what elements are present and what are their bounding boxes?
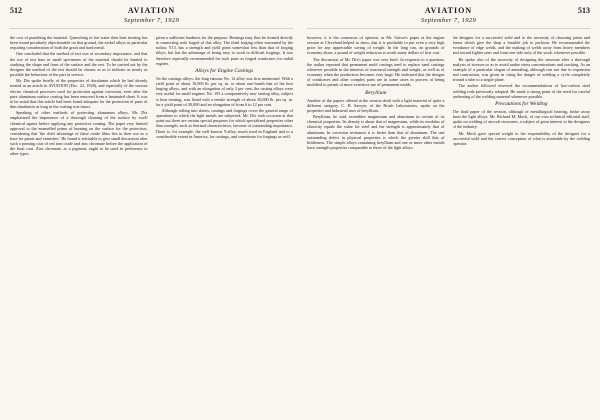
left-column-1: [10, 35, 148, 412]
right-running-head: [307, 6, 590, 29]
paragraph: One concluded that the method of test was of secondary importance, and that the use of test bars or small specimens of the material should be limited to studying the shape and form of the surface and the rest. To be carried out by the designer the method of the test should be chosen so as to indicate as nearly as possible the behaviour of the part in service.: [10, 51, 148, 78]
paragraph: The author followed reserved the recommendations of low-carbon steel welding rods previously adopted. He made a strong point of the need for careful preheating of the welding material whenever possible.: [452, 83, 590, 99]
right-masthead: [319, 6, 578, 26]
paragraph: He spoke also of the necessity of designing the structure after a thorough analysis of stresses so as to avoid undue stress concentrations and cracking. As an example of a particular slogan of annealing, although one not due to expansion and contraction, was given in citing the danger of welding a cycle completely around a tube to a single plane.: [452, 56, 590, 83]
paragraph: Speaking of other methods of protecting aluminum alloys, Mr. Dix emphasized the importance of a thorough cleaning of the surface by swell chemical agents before applying any protective coating. The paper very limited approval to the enamelled prime of burning on the surface for the protection, considering that 'the chief advantage of these oxide films lies in their use as a base for paints and varnishes.' He found it advisable to give small discussion after such a priming coat of red iron oxide and zinc chromate before the application of the final coat. Zinc chromate, as a pigment, ought to be used in preference to other types.: [10, 110, 148, 157]
right-page: [307, 6, 590, 412]
right-column-2: [453, 35, 591, 412]
paragraph: The discussion of Mr. Dix's paper was very brief. In response to a question, the author reported that permanent mold castings tend to replace sand castings wherever possible in the interests of structural strength and weight, as well as of economy when the production becomes very large. He indicated that the designs of crankcases and other complex parts are in some cases in process of being modified to permit of more extensive use of permanent molds.: [307, 56, 445, 88]
paragraph: however, it is the consensus of opinion, as Mr. Geisse's paper at the engine session at Cleveland helped to show, that it is profitable to put even a very high price for any appreciable saving of weight. In the long run, on grounds of economy alone, a pound of weight reduction is worth many dollars of first cost.: [307, 35, 445, 56]
section-heading-engine-castings: Alloys for Engine Castings: [195, 67, 254, 74]
right-page-number: 513: [578, 6, 590, 15]
left-page: [10, 6, 293, 412]
left-running-head: [10, 6, 293, 29]
left-issue-date: September 7, 1929: [123, 17, 180, 24]
section-heading-welding: Precautions for Welding: [495, 100, 548, 107]
paragraph: Although rolling into sheets, castings and forgings cover the general range of operations to which the light metals are subjected, Mr. Dix took occasion at that point out there are certain special purposes for which specialized properties other than strength, such as thermal characteristics, become of outstanding importance. There is, for example, the well-known Y-alloy, much used in England and to a considerable extent in America, for castings, and sometimes for forgings as well.: [155, 107, 293, 139]
paragraph: the cost of punishing the material. Quenching in hot water then heat treating has been found peculiarly objectionable on that ground, the nickel alloys in particular requiring consideration of both the grain and hard metal.: [10, 35, 148, 51]
paragraph: given a sufficient hardness for the purpose. Bearings may thus be formed directly in connecting rods forged of this alloy. The third forging often warranted by the author, Y13, has a strength and yield point somewhat less than that of forging alloys, but has the advantage of being easy to work in difficult forgings. It was therefore especially recommended for such parts as forged crankcases for radial engines.: [155, 35, 293, 66]
paragraph: The final paper of the session, although of metallurgical bearing, broke away from the light alloys. Mr. Richard M. Mock, of our own technical editorial staff, spoke on welding of aircraft structures, a subject of great interest to the designers of the industry.: [452, 108, 590, 130]
paragraph: On the castings alloys, the long famous No. 12 alloy was first mentioned. With a yield point of about 10,000 lb. per sq. in. or about one-fourth that of the best forging alloys, and with an elongation of only 2 per cent, the casting alloys were very useful for small engines. No. 195 a comparatively new casting alloy, subject to heat treating, was listed with a tensile strength of about 30,000 lb. per sq. in. for a yield point of 20,000 and an elongation of from 6 to 12 per cent.: [155, 75, 293, 107]
left-page-number: 512: [10, 6, 22, 15]
section-heading-beryllium: Beryllium: [365, 89, 387, 96]
paragraph: the designer for a successful weld and to the necessity of choosing joints and forms which give the shop a feasible job to perform. He recommended the avoidance of edge welds, and the making of welds away from heavy members and toward lighter ones and from one side only of the work, whenever possible.: [452, 35, 590, 56]
right-issue-date: September 7, 1929: [420, 17, 477, 24]
right-publication-title: AVIATION: [424, 6, 473, 15]
left-masthead: [22, 6, 281, 26]
right-columns: [307, 35, 590, 412]
left-publication-title: AVIATION: [127, 6, 176, 15]
paragraph: Mr. Mock gave special weight to the responsibility of the designer for a successful weld and the correct conception of what is attainable by the welding operator.: [452, 130, 590, 146]
right-column-1: [307, 35, 445, 412]
left-column-2: [156, 35, 294, 412]
paragraph: Mr. Dix spoke briefly of the properties of duralumin which he had already treated at an article in AVIATION (Dec. 22, 1928), and especially of the various electro chemical processes used for protection against corrosion, even after the pure aluminum surface coating has been removed from a laminated sheet. It was to be noted that this article had been found adequate for the protection of parts of thin duralumin as long as the coating was intact.: [10, 78, 148, 110]
paragraph: Beryllium, he said, resembles magnesium and aluminum in certain of its chemical properties. Its density is about that of magnesium, while its modulus of elasticity equals the value for steel and the strength is approximately that of aluminum. In corrosion resistance it is better than that of aluminum. The one outstanding defect in physical properties is which the greater skill that of brittleness. The simple alloys containing beryllium and one or more other metals have strength properties comparable to those of the light alloys.: [307, 114, 445, 150]
left-columns: [10, 35, 293, 412]
paragraph: Another of the papers offered at the session dealt with a light material of quite a different category. C. B. Sawyer, of the Brush Laboratories, spoke on the properties and industrial uses of beryllium.: [307, 97, 445, 113]
